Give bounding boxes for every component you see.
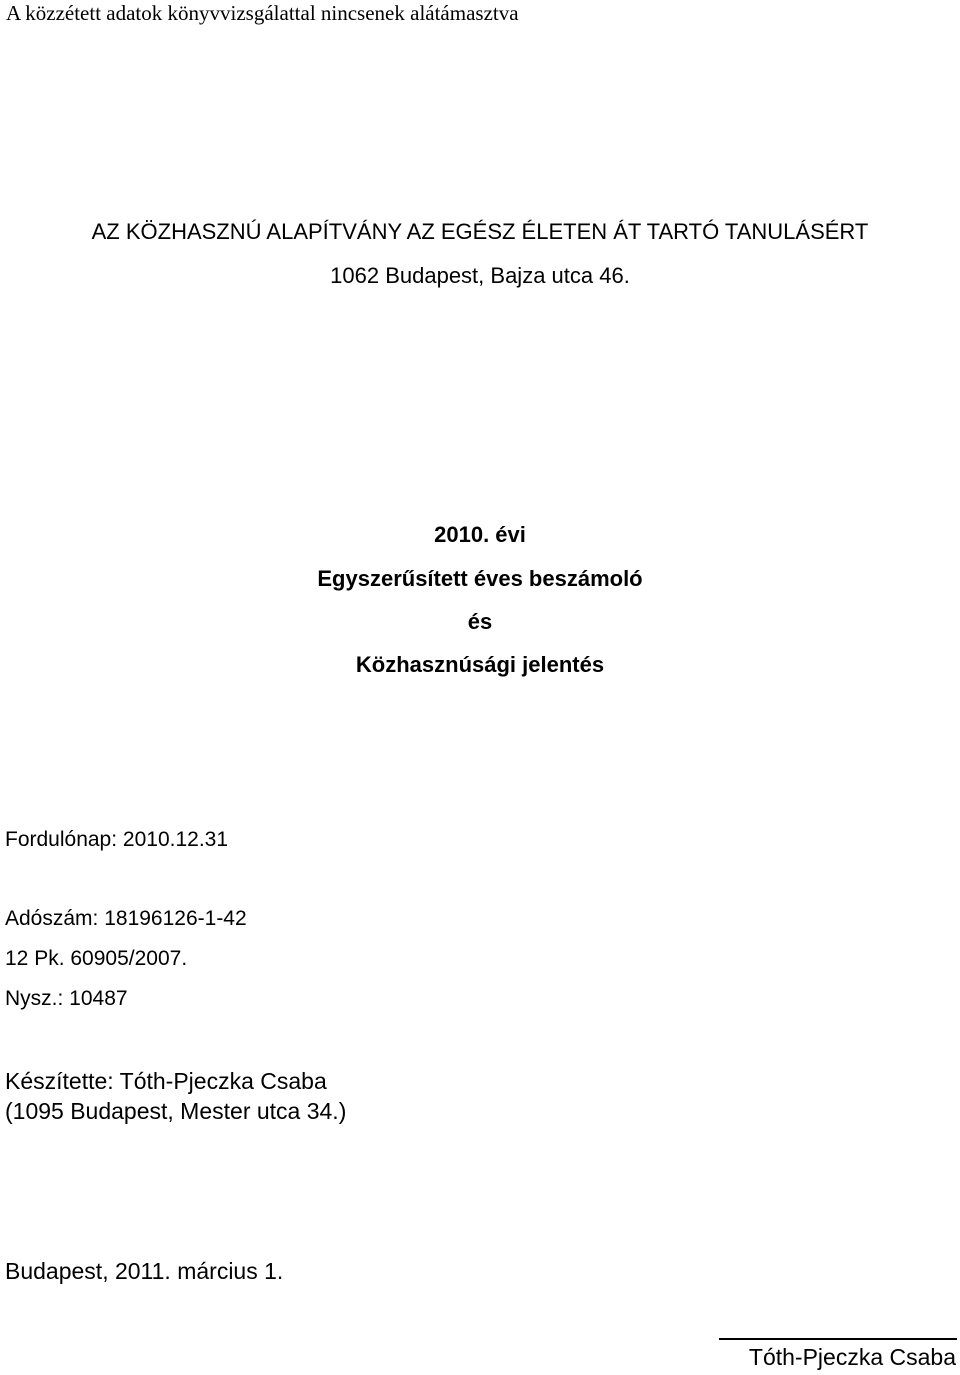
report-subtitle: Közhasznúsági jelentés	[355, 652, 605, 677]
organization-address: 1062 Budapest, Bajza utca 46.	[330, 263, 630, 288]
report-title: Egyszerűsített éves beszámoló	[317, 566, 643, 591]
closing-date: Fordulónap: 2010.12.31	[5, 828, 229, 851]
signature-line	[719, 1338, 957, 1340]
organization-name: AZ KÖZHASZNÚ ALAPÍTVÁNY AZ EGÉSZ ÉLETEN ÁT TARTÓ TANULÁSÉRT	[91, 219, 869, 244]
report-year-line: 2010. évi	[434, 522, 526, 547]
signature-name: Tóth-Pjeczka Csaba	[748, 1344, 956, 1370]
court-registration-number: 12 Pk. 60905/2007.	[5, 947, 188, 970]
prepared-by: Készítette: Tóth-Pjeczka Csaba	[5, 1068, 327, 1094]
tax-number: Adószám: 18196126-1-42	[5, 907, 247, 930]
disclaimer-text: A közzétett adatok könyvvizsgálattal nincsenek alátámasztva	[6, 1, 519, 25]
report-conjunction: és	[467, 609, 493, 634]
preparer-address: (1095 Budapest, Mester utca 34.)	[5, 1098, 347, 1124]
place-and-date: Budapest, 2011. március 1.	[5, 1258, 284, 1284]
registry-number: Nysz.: 10487	[5, 987, 128, 1010]
